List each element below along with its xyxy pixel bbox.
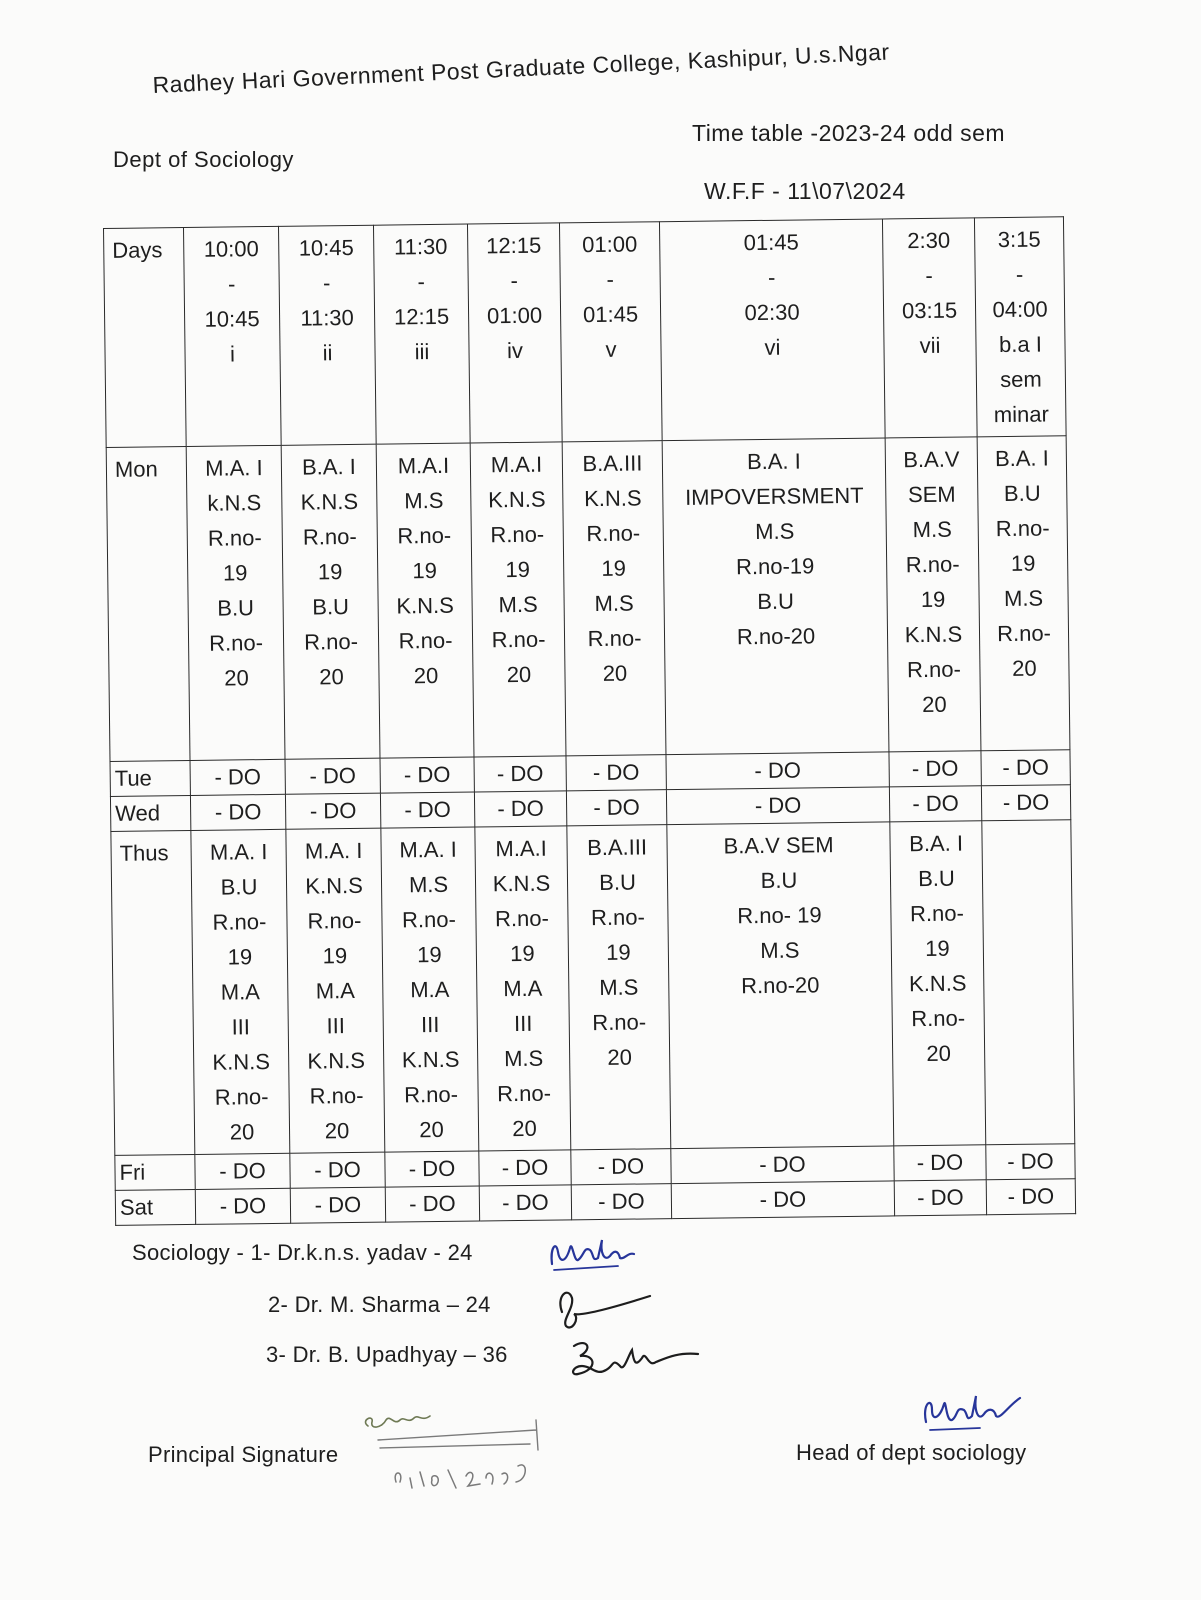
period-header: 2:30 - 03:15 vii (882, 218, 977, 438)
schedule-cell: B.A.III B.U R.no- 19 M.S R.no- 20 (567, 825, 671, 1150)
day-label: Thus (111, 830, 195, 1155)
schedule-cell: M.A. I K.N.S R.no- 19 M.A III K.N.S R.no- 20 (286, 828, 385, 1153)
timetable (103, 216, 1076, 1226)
period-header: 12:15 - 01:00 iv (467, 223, 562, 443)
schedule-cell: - DO (479, 1185, 571, 1221)
schedule-cell: - DO (380, 757, 474, 793)
thursday-row (111, 820, 1075, 1156)
schedule-cell: - DO (666, 752, 889, 790)
timetable-title: Time table -2023-24 odd sem (692, 120, 1006, 146)
college-name: Radhey Hari Government Post Graduate College, Kashipur, U.s.Ngar (152, 38, 891, 98)
faculty-line-1: Sociology - 1- Dr.k.n.s. yadav - 24 (132, 1240, 473, 1265)
schedule-cell: - DO (571, 1149, 671, 1185)
schedule-cell: - DO (285, 793, 380, 829)
yadav-signature (548, 1234, 638, 1274)
schedule-cell: - DO (566, 755, 666, 791)
schedule-cell: M.A.I K.N.S R.no- 19 M.S R.no- 20 (470, 442, 566, 757)
schedule-cell: - DO (889, 786, 981, 822)
period-header: 01:45 - 02:30 vi (659, 219, 885, 441)
timetable-grid (103, 216, 1076, 1226)
schedule-cell: - DO (195, 1153, 290, 1189)
upadhyay-signature (566, 1336, 706, 1388)
schedule-cell: - DO (566, 790, 666, 826)
header-row (104, 217, 1067, 448)
schedule-cell: B.A. I B.U R.no- 19 M.S R.no- 20 (977, 436, 1070, 751)
schedule-cell: - DO (479, 1150, 571, 1186)
period-header: 11:30 - 12:15 iii (373, 224, 470, 444)
schedule-cell: - DO (385, 1151, 479, 1187)
schedule-cell: - DO (285, 758, 380, 794)
schedule-cell: - DO (190, 759, 285, 795)
schedule-cell: - DO (474, 756, 566, 792)
monday-row (106, 436, 1070, 762)
schedule-cell: M.A.I K.N.S R.no- 19 M.A III M.S R.no- 20 (475, 826, 571, 1151)
schedule-cell: - DO (290, 1152, 385, 1188)
hod-signature-mark (920, 1392, 1030, 1436)
schedule-cell: - DO (981, 750, 1070, 786)
schedule-cell: - DO (195, 1188, 290, 1224)
day-label: Tue (110, 760, 190, 796)
schedule-cell (982, 820, 1075, 1145)
day-label: Fri (115, 1154, 195, 1190)
day-label: Mon (106, 447, 190, 762)
schedule-cell: B.A.V SEM M.S R.no- 19 K.N.S R.no- 20 (885, 437, 981, 752)
day-label: Sat (115, 1189, 195, 1225)
principal-signature-label: Principal Signature (148, 1442, 339, 1467)
principal-signature-mark (360, 1390, 580, 1500)
schedule-cell: B.A.V SEM B.U R.no- 19 M.S R.no-20 (667, 822, 894, 1149)
schedule-cell: M.A. I M.S R.no- 19 M.A III K.N.S R.no- 20 (381, 827, 479, 1152)
days-header: Days (104, 228, 187, 448)
schedule-cell: B.A. I K.N.S R.no- 19 B.U R.no- 20 (281, 444, 380, 759)
schedule-cell: M.A. I k.N.S R.no- 19 B.U R.no- 20 (186, 445, 285, 760)
schedule-cell: - DO (894, 1180, 986, 1216)
schedule-cell: - DO (380, 792, 474, 828)
schedule-cell: - DO (290, 1187, 385, 1223)
schedule-cell: - DO (986, 1144, 1075, 1180)
day-label: Wed (110, 795, 190, 831)
wef-date: W.F.F - 11\07\2024 (704, 178, 906, 204)
period-header: 3:15 - 04:00 b.a I sem minar (974, 217, 1066, 437)
schedule-cell: - DO (474, 791, 566, 827)
schedule-cell: - DO (889, 751, 981, 787)
faculty-line-3: 3- Dr. B. Upadhyay – 36 (266, 1342, 508, 1367)
sharma-signature (552, 1286, 662, 1334)
schedule-cell: M.A.I M.S R.no- 19 K.N.S R.no- 20 (376, 443, 474, 758)
schedule-cell: B.A. I IMPOVERSMENT M.S R.no-19 B.U R.no-20 (662, 438, 889, 755)
schedule-cell: B.A. I B.U R.no- 19 K.N.S R.no- 20 (890, 821, 986, 1146)
faculty-line-2: 2- Dr. M. Sharma – 24 (268, 1292, 491, 1317)
period-header: 10:00 - 10:45 i (184, 226, 282, 446)
schedule-cell: B.A.III K.N.S R.no- 19 M.S R.no- 20 (562, 441, 666, 756)
schedule-cell: - DO (190, 794, 285, 830)
schedule-cell: - DO (671, 1146, 894, 1184)
schedule-cell: - DO (385, 1186, 479, 1222)
period-header: 10:45 - 11:30 ii (278, 225, 376, 445)
department-name: Dept of Sociology (113, 147, 294, 172)
schedule-cell: - DO (671, 1181, 894, 1219)
schedule-cell: - DO (666, 787, 889, 825)
schedule-cell: - DO (894, 1145, 986, 1181)
hod-signature-label: Head of dept sociology (796, 1440, 1027, 1465)
schedule-cell: - DO (981, 785, 1070, 821)
schedule-cell: - DO (571, 1184, 671, 1220)
schedule-cell: - DO (986, 1179, 1075, 1215)
schedule-cell: M.A. I B.U R.no- 19 M.A III K.N.S R.no- 20 (191, 829, 290, 1154)
period-header: 01:00 - 01:45 v (559, 222, 662, 442)
